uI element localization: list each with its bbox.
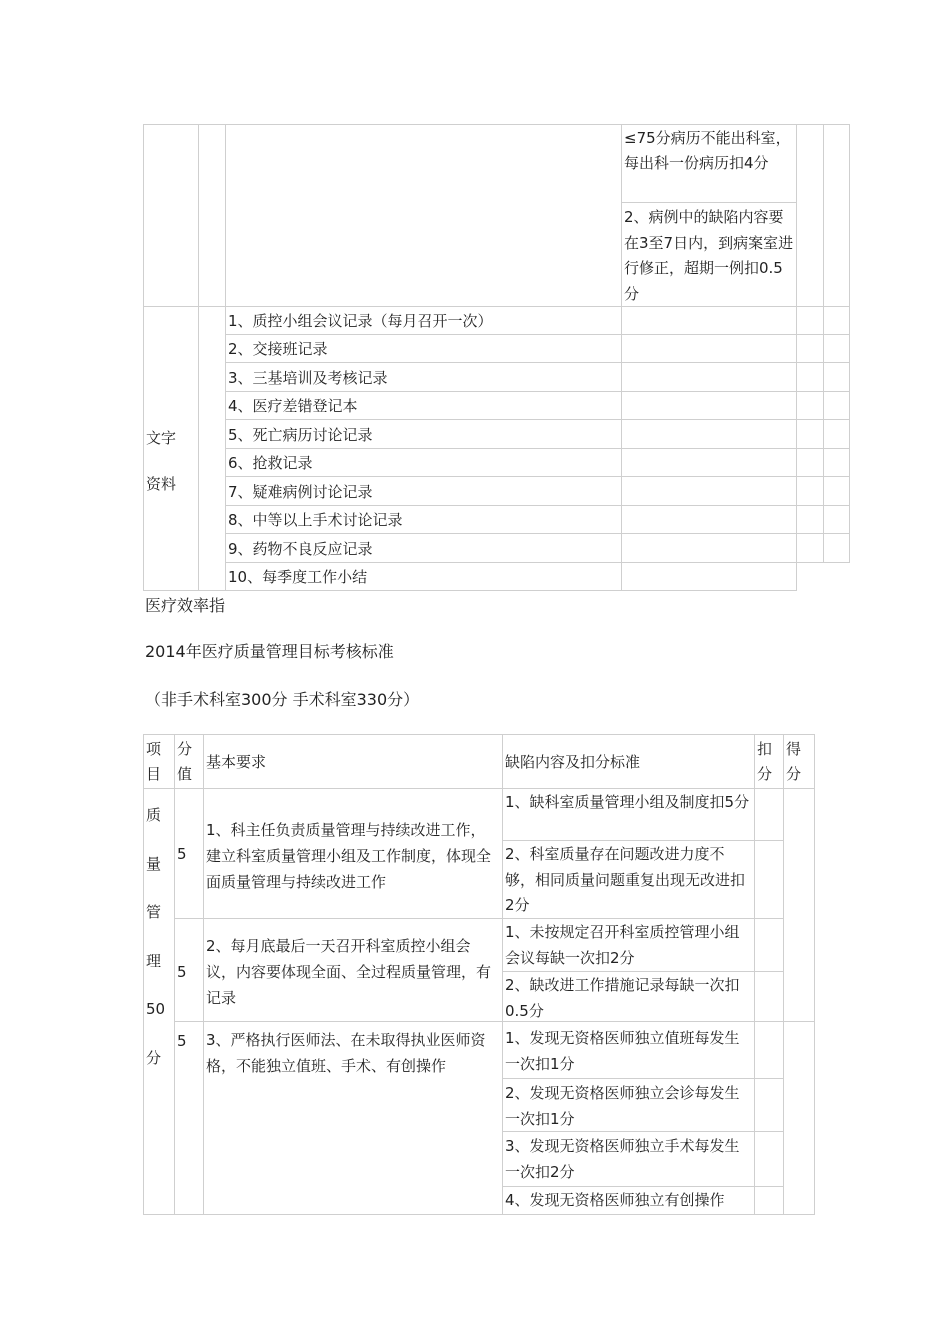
defect-cell (502, 788, 755, 841)
item-text: 8、中等以上手术讨论记录 (228, 511, 403, 529)
category-char: 量 (146, 854, 162, 873)
table-cell (783, 788, 815, 1022)
item-text: 3、三基培训及考核记录 (228, 369, 388, 387)
table-cell (796, 419, 824, 449)
defect-cell (502, 840, 755, 919)
table-cell (823, 533, 850, 563)
score-value: 5 (177, 1032, 187, 1050)
table-cell (783, 1021, 815, 1215)
deduction-cell (621, 124, 797, 203)
table-cell (225, 124, 622, 307)
table-row (225, 362, 622, 392)
table-cell (823, 476, 850, 506)
table-row (225, 448, 622, 477)
table-cell (754, 1078, 784, 1132)
defect-cell (502, 1131, 755, 1187)
score-cell (174, 788, 204, 919)
table-cell (621, 334, 797, 363)
item-text: 10、每季度工作小结 (228, 568, 368, 586)
defect-text: 1、发现无资格医师独立值班每发生一次扣1分 (505, 1029, 740, 1073)
defect-cell (502, 1078, 755, 1132)
table-cell (754, 1186, 784, 1215)
defect-text: 1、未按规定召开科室质控管理小组会议每缺一次扣2分 (505, 923, 740, 967)
table-cell (754, 971, 784, 1022)
table-row (225, 306, 622, 335)
table-cell (754, 1131, 784, 1187)
table-cell (621, 306, 797, 335)
deduction-text: 2、病例中的缺陷内容要在3至7日内，到病案室进行修正，超期一例扣0.5分 (624, 208, 794, 303)
table-cell (823, 362, 850, 392)
category-line: 文字 (146, 429, 177, 447)
category-char: 50 (146, 1000, 166, 1018)
table-cell (621, 362, 797, 392)
table-row (225, 391, 622, 420)
header-label: 分值 (177, 740, 193, 783)
header-cell (203, 734, 503, 789)
header-cell (754, 734, 784, 789)
requirement-text: 3、严格执行医师法、在未取得执业医师资格，不能独立值班、手术、有创操作 (206, 1031, 486, 1075)
category-cell (143, 788, 175, 1215)
header-label: 项目 (146, 740, 162, 783)
table-cell (621, 419, 797, 449)
item-text: 4、医疗差错登记本 (228, 397, 358, 415)
header-label: 基本要求 (206, 753, 267, 771)
page-title: 2014年医疗质量管理目标考核标准 (145, 642, 394, 661)
table-row (225, 505, 622, 534)
defect-cell (502, 1186, 755, 1215)
score-cell (174, 1021, 204, 1215)
defect-text: 2、发现无资格医师独立会诊每发生一次扣1分 (505, 1084, 740, 1128)
header-label: 缺陷内容及扣分标准 (505, 753, 641, 771)
table-cell (621, 476, 797, 506)
text-fragment: 医疗效率指 (145, 596, 226, 615)
table-cell (754, 788, 784, 841)
table-cell (143, 124, 199, 307)
table-cell (621, 533, 797, 563)
table-cell (796, 334, 824, 363)
table-cell (621, 562, 797, 591)
table-cell (198, 124, 226, 307)
score-value: 5 (177, 963, 187, 981)
table-cell (823, 391, 850, 420)
deduction-text: ≤75分病历不能出科室，每出科一份病历扣4分 (624, 129, 791, 172)
defect-text: 2、科室质量存在问题改进力度不够，相同质量问题重复出现无改进扣2分 (505, 845, 746, 914)
category-char: 分 (146, 1048, 162, 1067)
table-cell (754, 918, 784, 972)
table-cell (823, 306, 850, 335)
requirement-cell (203, 788, 503, 919)
requirement-cell (203, 1021, 503, 1215)
header-label: 得分 (786, 740, 802, 783)
table-cell (796, 306, 824, 335)
category-label (146, 791, 165, 1082)
table-cell (198, 306, 226, 591)
table-cell (796, 533, 824, 563)
table-cell (796, 476, 824, 506)
item-text: 6、抢救记录 (228, 454, 313, 472)
item-text: 9、药物不良反应记录 (228, 540, 373, 558)
defect-cell (502, 1021, 755, 1079)
table-cell (621, 448, 797, 477)
defect-text: 1、缺科室质量管理小组及制度扣5分 (505, 793, 750, 811)
category-char: 理 (146, 951, 162, 970)
table-cell (796, 505, 824, 534)
header-label: 扣分 (757, 740, 773, 783)
deduction-cell (621, 202, 797, 307)
requirement-text: 2、每月底最后一天召开科室质控小组会议，内容要体现全面、全过程质量管理，有记录 (206, 937, 492, 1007)
score-value: 5 (177, 845, 187, 863)
defect-cell (502, 918, 755, 972)
header-cell (174, 734, 204, 789)
table-cell (621, 391, 797, 420)
table-cell (796, 391, 824, 420)
table-cell (823, 124, 850, 307)
table-cell (754, 840, 784, 919)
table-cell (796, 124, 824, 307)
score-cell (174, 918, 204, 1022)
item-text: 5、死亡病历讨论记录 (228, 426, 373, 444)
table-cell (621, 505, 797, 534)
defect-cell (502, 971, 755, 1022)
item-text: 2、交接班记录 (228, 340, 328, 358)
table-cell (823, 505, 850, 534)
table-cell (796, 362, 824, 392)
item-text: 1、质控小组会议记录（每月召开一次） (228, 312, 493, 330)
table-row (225, 533, 622, 563)
table-row (225, 419, 622, 449)
category-char: 质 (146, 806, 162, 824)
table-row (225, 334, 622, 363)
table-cell (823, 419, 850, 449)
category-line: 资料 (146, 475, 177, 493)
header-cell (502, 734, 755, 789)
table-cell (823, 334, 850, 363)
requirement-cell (203, 918, 503, 1022)
table-cell (796, 448, 824, 477)
page-subtitle: （非手术科室300分 手术科室330分） (145, 690, 420, 709)
item-text: 7、疑难病例讨论记录 (228, 483, 373, 501)
category-label (146, 415, 176, 507)
table-row (225, 476, 622, 506)
defect-text: 3、发现无资格医师独立手术每发生一次扣2分 (505, 1137, 740, 1181)
category-char: 管 (146, 903, 162, 921)
defect-text: 2、缺改进工作措施记录每缺一次扣0.5分 (505, 976, 740, 1020)
table-row (225, 562, 622, 591)
defect-text: 4、发现无资格医师独立有创操作 (505, 1191, 725, 1209)
header-cell (783, 734, 815, 789)
header-cell (143, 734, 175, 789)
requirement-text: 1、科主任负责质量管理与持续改进工作，建立科室质量管理小组及工作制度，体现全面质量管理与持续改进工作 (206, 821, 492, 891)
category-cell (143, 306, 199, 591)
table-cell (754, 1021, 784, 1079)
table-cell (823, 448, 850, 477)
